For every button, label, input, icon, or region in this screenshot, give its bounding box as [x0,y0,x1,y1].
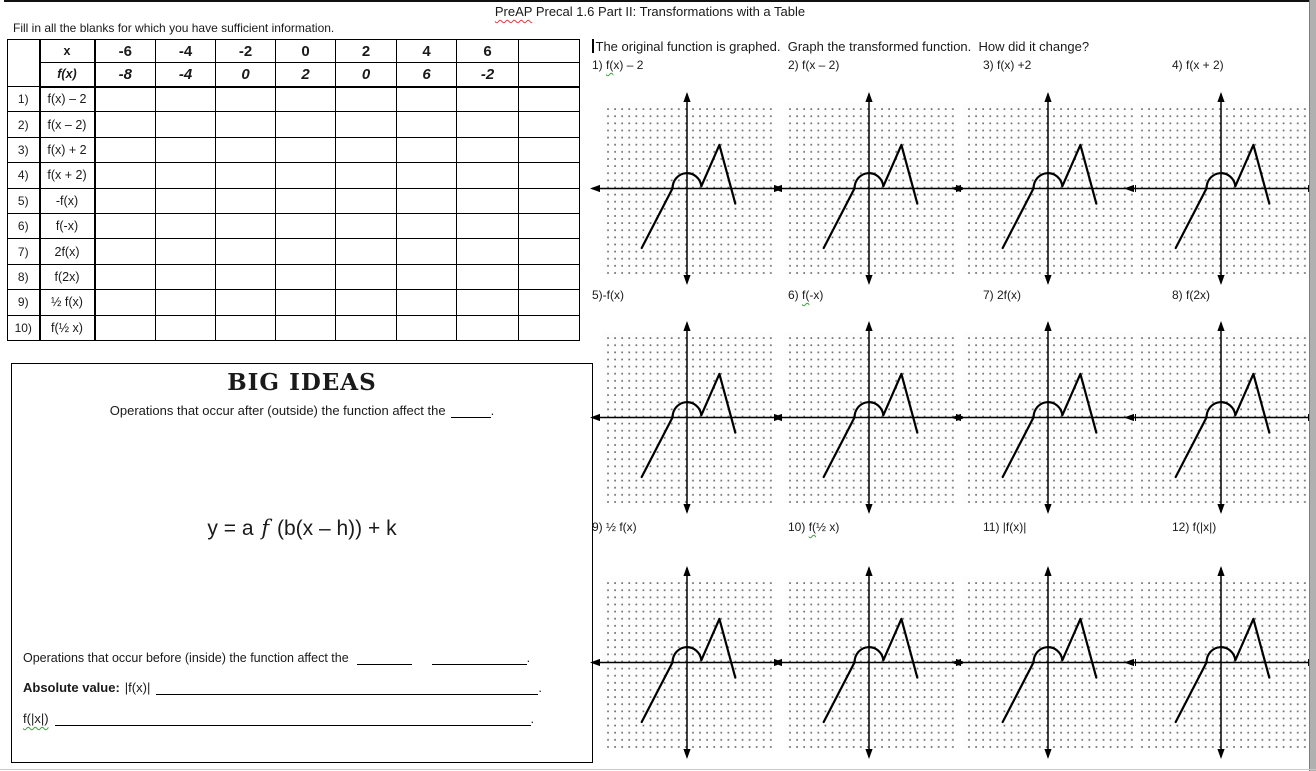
arrow-left-icon [951,414,961,421]
arrow-up-icon [865,566,872,576]
blank-cell[interactable] [276,239,336,264]
blank-cell[interactable] [156,188,216,213]
row-label-cell: f(x + 2) [40,163,95,188]
blank-cell[interactable] [519,163,580,188]
blank-cell[interactable] [519,87,580,112]
graph-10 [772,565,966,760]
graph-1 [590,91,784,286]
graph-plot [772,91,966,286]
fill-blank[interactable] [432,650,527,665]
after-outside-statement [12,403,592,418]
fill-blank[interactable] [55,711,531,726]
blank-cell[interactable] [397,290,457,315]
period: . [530,711,535,726]
blank-cell[interactable] [397,137,457,162]
right-instruction-text: The original function is graphed. Graph the transformed function. How did it change? [595,39,1090,54]
blank-cell[interactable] [336,290,397,315]
left-instruction: Fill in all the blanks for which you have sufficient information. [13,21,335,35]
transformation-table [7,39,580,341]
table-row [8,264,580,289]
blank-cell[interactable] [457,213,519,238]
blank-cell[interactable] [336,112,397,137]
table-header-row [8,63,580,87]
abs-expression: |f(x)| [124,680,151,695]
graph-plot [951,320,1145,515]
row-label-cell: f(x – 2) [40,112,95,137]
blank-cell[interactable] [457,137,519,162]
arrow-left-icon [1124,185,1134,192]
graph-label-5: 5)-f(x) [592,288,624,302]
blank-cell[interactable] [336,239,397,264]
row-number-cell: 2) [8,112,40,137]
graph-plot [951,91,1145,286]
graph-label-8: 8) f(2x) [1172,288,1211,302]
blank-cell[interactable] [457,290,519,315]
row-label-cell: ½ f(x) [40,290,95,315]
blank-cell[interactable] [276,315,336,340]
blank-cell[interactable] [457,188,519,213]
formula-pre: y = a [207,517,260,540]
row-label-cell: -f(x) [40,188,95,213]
blank-cell[interactable] [457,239,519,264]
graph-plot [590,565,784,760]
blank-cell[interactable] [276,264,336,289]
arrow-left-icon [590,659,600,666]
grammar-mark: f( [606,58,614,72]
arrow-left-icon [590,185,600,192]
blank-cell[interactable] [519,112,580,137]
row-number-cell: 7) [8,239,40,264]
value-cell: -4 [156,63,216,87]
arrow-down-icon [1044,275,1051,285]
blank-cell[interactable] [95,188,156,213]
blank-cell[interactable] [519,213,580,238]
blank-cell[interactable] [95,264,156,289]
title-text: Precal 1.6 Part II: Transformations with a Table [532,4,806,19]
value-cell: -4 [156,40,216,63]
blank-cell[interactable] [519,239,580,264]
blank-cell[interactable] [457,315,519,340]
table-header-row [8,40,580,63]
formula-f: f [261,516,270,540]
table-row [8,163,580,188]
value-cell: -8 [95,63,156,87]
graph-plot [1124,565,1316,760]
arrow-down-icon [1217,504,1224,514]
blank-cell[interactable] [156,290,216,315]
big-ideas-box [11,363,593,763]
blank-cell[interactable] [156,137,216,162]
absolute-value-label: Absolute value: [23,680,120,695]
value-cell: 0 [336,63,397,87]
blank-cell[interactable] [397,188,457,213]
row-label-cell: f(½ x) [40,315,95,340]
blank-cell[interactable] [216,213,276,238]
fill-blank[interactable] [156,680,538,695]
arrow-left-icon [951,185,961,192]
blank-cell[interactable] [216,112,276,137]
arrow-down-icon [683,504,690,514]
blank-cell[interactable] [216,137,276,162]
row-label-cell: f(x) – 2 [40,87,95,112]
arrow-up-icon [1217,321,1224,331]
blank-cell[interactable] [216,290,276,315]
arrow-left-icon [772,659,782,666]
row-number-cell: 1) [8,87,40,112]
blank-cell[interactable] [95,112,156,137]
blank-cell[interactable] [397,87,457,112]
arrow-down-icon [865,749,872,759]
blank-cell[interactable] [276,163,336,188]
blank-cell[interactable] [216,315,276,340]
graph-6 [772,320,966,515]
value-cell: -6 [95,40,156,63]
blank-cell[interactable] [457,264,519,289]
blank-cell[interactable] [276,213,336,238]
blank-cell[interactable] [397,264,457,289]
page-bottom-border [0,769,1316,770]
header-label-cell: x [40,40,95,63]
row-label-cell: f(x) + 2 [40,137,95,162]
value-cell: 2 [336,40,397,63]
blank-cell[interactable] [156,163,216,188]
arrow-up-icon [865,92,872,102]
blank-cell[interactable] [276,188,336,213]
graph-label-3: 3) f(x) +2 [983,58,1032,72]
blank-cell[interactable] [156,239,216,264]
row-number-cell: 10) [8,315,40,340]
table-row [8,315,580,340]
value-cell: 0 [216,63,276,87]
table-row [8,213,580,238]
blank-cell[interactable] [95,163,156,188]
graph-2 [772,91,966,286]
graph-plot [772,320,966,515]
f-of-abs-statement [12,711,592,726]
row-number-cell: 8) [8,264,40,289]
blank-cell[interactable] [156,315,216,340]
blank-cell[interactable] [216,264,276,289]
arrow-down-icon [865,504,872,514]
title-misspelled-word: PreAP [494,4,533,19]
text-cursor [592,39,594,53]
graph-label-11: 11) |f(x)| [983,520,1027,534]
blank-cell[interactable] [95,239,156,264]
blank-cell[interactable] [519,290,580,315]
blank-cell[interactable] [95,87,156,112]
value-cell: -2 [216,40,276,63]
arrow-down-icon [1217,749,1224,759]
blank-cell[interactable] [397,112,457,137]
arrow-left-icon [772,185,782,192]
blank-cell[interactable] [156,264,216,289]
blank-cell[interactable] [276,87,336,112]
blank-cell[interactable] [95,290,156,315]
blank-cell[interactable] [519,63,580,87]
blank-cell[interactable] [276,137,336,162]
graph-plot [1124,320,1316,515]
blank-cell[interactable] [216,239,276,264]
before-inside-statement [12,650,592,665]
before-text: Operations that occur before (inside) the function affect the [23,651,349,665]
fill-blank[interactable] [451,403,491,418]
blank-cell[interactable] [156,87,216,112]
period: . [526,651,531,665]
blank-cell[interactable] [95,137,156,162]
transformation-formula [12,516,592,541]
graph-11 [951,565,1145,760]
blank-cell[interactable] [336,137,397,162]
graph-plot [772,565,966,760]
window-edge-scrollbar[interactable] [1309,0,1316,771]
row-label-cell: f(2x) [40,264,95,289]
blank-cell[interactable] [457,112,519,137]
blank-cell[interactable] [457,163,519,188]
row-number-cell: 4) [8,163,40,188]
blank-cell[interactable] [519,264,580,289]
arrow-up-icon [1217,92,1224,102]
after-text: Operations that occur after (outside) the function affect the [109,403,446,418]
graphs-panel [590,0,1309,771]
fill-blank[interactable] [357,650,412,665]
graph-label-12: 12) f(|x|) [1172,520,1217,534]
blank-cell[interactable] [156,213,216,238]
graph-plot [1124,91,1316,286]
value-cell: 6 [397,63,457,87]
arrow-up-icon [865,321,872,331]
graph-plot [590,320,784,515]
graph-label-7: 7) 2f(x) [983,288,1022,302]
blank-cell[interactable] [397,213,457,238]
table-row [8,188,580,213]
arrow-up-icon [1217,566,1224,576]
absolute-value-statement [12,680,592,695]
row-number-cell: 3) [8,137,40,162]
arrow-down-icon [1044,749,1051,759]
arrow-up-icon [683,92,690,102]
arrow-up-icon [1044,321,1051,331]
graph-3 [951,91,1145,286]
arrow-left-icon [772,414,782,421]
value-cell: 2 [276,63,336,87]
value-cell: 4 [397,40,457,63]
arrow-up-icon [1044,566,1051,576]
period: . [490,403,495,418]
graph-label-9: 9) ½ f(x) [592,520,637,534]
row-label-cell: 2f(x) [40,239,95,264]
corner-cell [8,40,40,87]
blank-cell[interactable] [519,188,580,213]
graph-label-4: 4) f(x + 2) [1172,58,1224,72]
row-number-cell: 5) [8,188,40,213]
table-row [8,87,580,112]
graph-label-2: 2) f(x – 2) [788,58,840,72]
blank-cell[interactable] [95,213,156,238]
arrow-left-icon [1124,659,1134,666]
big-ideas-title: BIG IDEAS [227,369,377,396]
row-number-cell: 6) [8,213,40,238]
blank-cell[interactable] [519,137,580,162]
arrow-up-icon [683,566,690,576]
arrow-down-icon [683,749,690,759]
graph-label-6: 6) f(-x) [788,288,824,302]
graph-5 [590,320,784,515]
graph-8 [1124,320,1316,515]
period: . [538,680,542,695]
arrow-left-icon [951,659,961,666]
blank-cell[interactable] [336,213,397,238]
blank-cell[interactable] [336,315,397,340]
arrow-down-icon [1044,504,1051,514]
graph-4 [1124,91,1316,286]
blank-cell[interactable] [397,239,457,264]
blank-cell[interactable] [336,163,397,188]
blank-cell[interactable] [457,87,519,112]
blank-cell[interactable] [519,40,580,63]
blank-cell[interactable] [336,264,397,289]
table-row [8,239,580,264]
blank-cell[interactable] [336,188,397,213]
graph-plot [590,91,784,286]
blank-cell[interactable] [397,315,457,340]
arrow-up-icon [1044,92,1051,102]
arrow-down-icon [865,275,872,285]
graph-7 [951,320,1145,515]
blank-cell[interactable] [397,163,457,188]
value-cell: 0 [276,40,336,63]
graph-label-1: 1) f(x) – 2 [592,58,644,72]
blank-cell[interactable] [216,163,276,188]
graph-plot [951,565,1145,760]
arrow-up-icon [683,321,690,331]
grammar-mark: f( [802,288,810,302]
row-label-cell: f(-x) [40,213,95,238]
row-number-cell: 9) [8,290,40,315]
blank-cell[interactable] [276,290,336,315]
blank-cell[interactable] [216,188,276,213]
table-row [8,290,580,315]
value-cell: -2 [457,63,519,87]
graph-12 [1124,565,1316,760]
blank-cell[interactable] [156,112,216,137]
fabs-expression: f(|x|) [23,711,49,726]
right-instruction [592,39,1089,54]
graph-9 [590,565,784,760]
blank-cell[interactable] [216,87,276,112]
blank-cell[interactable] [276,112,336,137]
value-cell: 6 [457,40,519,63]
blank-cell[interactable] [519,315,580,340]
graph-label-10: 10) f(½ x) [788,520,840,534]
header-label-cell: f(x) [40,63,95,87]
arrow-down-icon [1217,275,1224,285]
formula-post: (b(x – h)) + k [271,517,397,540]
blank-cell[interactable] [95,315,156,340]
grammar-mark: f( [808,520,817,534]
table-row [8,112,580,137]
arrow-left-icon [590,414,600,421]
table-row [8,137,580,162]
arrow-down-icon [683,275,690,285]
blank-cell[interactable] [336,87,397,112]
arrow-left-icon [1124,414,1134,421]
